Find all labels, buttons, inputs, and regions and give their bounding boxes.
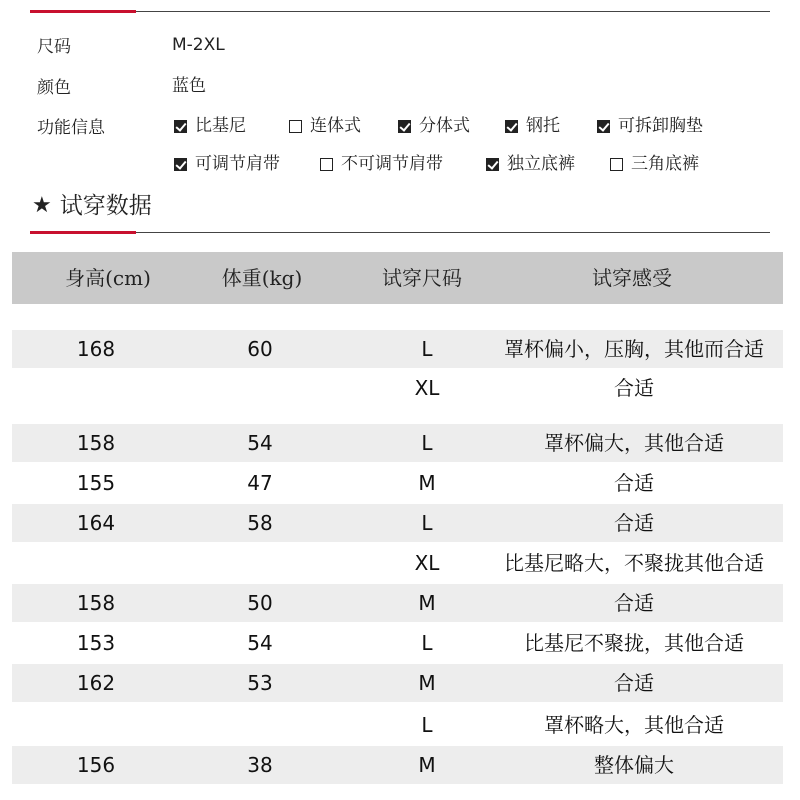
cell-size: L: [421, 631, 433, 655]
feature-label: 钢托: [526, 116, 560, 136]
cell-feeling: 整体偏大: [594, 753, 674, 777]
cell-height: 158: [76, 431, 116, 455]
feature-label: 可拆卸胸垫: [618, 116, 703, 136]
cell-weight: 38: [247, 753, 273, 777]
feature-label: 连体式: [310, 116, 361, 136]
table-row: [12, 504, 783, 542]
cell-size: L: [421, 713, 433, 737]
cell-height: 155: [76, 471, 116, 495]
cell-weight: 54: [247, 631, 273, 655]
checkbox-icon[interactable]: [597, 120, 610, 133]
cell-feeling: 合适: [614, 671, 654, 695]
size-label: 尺码: [37, 37, 71, 57]
cell-weight: 53: [247, 671, 273, 695]
color-value: 蓝色: [172, 76, 206, 96]
top-divider: [30, 11, 770, 12]
cell-weight: 54: [247, 431, 273, 455]
feature-one-piece[interactable]: [289, 116, 361, 136]
cell-weight: [200, 369, 320, 407]
feature-brief-bottom[interactable]: [610, 154, 699, 174]
checkbox-icon[interactable]: [486, 158, 499, 171]
cell-feeling: 合适: [614, 376, 654, 400]
feature-label: 不可调节肩带: [341, 154, 443, 174]
cell-feeling: 罩杯略大，其他合适: [544, 713, 724, 737]
cell-weight: [200, 544, 320, 582]
feature-label: 独立底裤: [507, 154, 575, 174]
cell-feeling: 合适: [614, 591, 654, 615]
checkbox-icon[interactable]: [174, 158, 187, 171]
cell-height: [36, 706, 156, 744]
feature-label: 三角底裤: [631, 154, 699, 174]
cell-height: 156: [76, 753, 116, 777]
size-value: M-2XL: [172, 35, 225, 55]
checkbox-icon[interactable]: [610, 158, 623, 171]
color-label: 颜色: [37, 78, 71, 98]
star-icon: ★: [32, 193, 52, 218]
header-size: 试穿尺码: [382, 266, 462, 290]
table-row: [12, 624, 783, 662]
cell-feeling: 罩杯偏小，压胸，其他而合适: [504, 337, 764, 361]
cell-height: [36, 369, 156, 407]
cell-size: M: [418, 753, 436, 777]
cell-size: L: [421, 511, 433, 535]
cell-size: M: [418, 471, 436, 495]
section-title: [32, 191, 152, 221]
cell-size: M: [418, 591, 436, 615]
table-row: [12, 584, 783, 622]
checkbox-icon[interactable]: [505, 120, 518, 133]
feature-fixed-straps[interactable]: [320, 154, 443, 174]
table-row: [12, 544, 783, 582]
checkbox-icon[interactable]: [174, 120, 187, 133]
cell-weight: [200, 706, 320, 744]
header-weight: 体重(kg): [221, 266, 303, 290]
checkbox-icon[interactable]: [320, 158, 333, 171]
feature-separate-bottom[interactable]: [486, 154, 575, 174]
section-divider: [30, 232, 770, 233]
cell-size: L: [421, 431, 433, 455]
table-row: [12, 464, 783, 502]
cell-feeling: 合适: [614, 511, 654, 535]
cell-size: L: [421, 337, 433, 361]
feature-underwire[interactable]: [505, 116, 560, 136]
cell-weight: 60: [247, 337, 273, 361]
header-feeling: 试穿感受: [592, 266, 672, 290]
cell-height: 158: [76, 591, 116, 615]
cell-height: 168: [76, 337, 116, 361]
cell-feeling: 比基尼略大，不聚拢其他合适: [504, 551, 764, 575]
cell-height: 164: [76, 511, 116, 535]
cell-weight: 50: [247, 591, 273, 615]
header-height: 身高(cm): [65, 266, 151, 290]
table-row: [12, 369, 783, 407]
table-row: [12, 706, 783, 744]
cell-height: 162: [76, 671, 116, 695]
cell-feeling: 合适: [614, 471, 654, 495]
cell-feeling: 罩杯偏大，其他合适: [544, 431, 724, 455]
section-divider-accent: [30, 231, 136, 234]
table-row: [12, 664, 783, 702]
table-row: [12, 424, 783, 462]
feature-two-piece[interactable]: [398, 116, 470, 136]
table-row: [12, 330, 783, 368]
cell-size: M: [418, 671, 436, 695]
cell-size: XL: [414, 551, 440, 575]
feature-adjustable-straps[interactable]: [174, 154, 280, 174]
function-info-label: 功能信息: [37, 118, 105, 138]
section-title-text: 试穿数据: [59, 193, 152, 219]
cell-height: [36, 544, 156, 582]
cell-size: XL: [414, 376, 440, 400]
table-row: [12, 746, 783, 784]
cell-height: 153: [76, 631, 116, 655]
feature-removable-pads[interactable]: [597, 116, 703, 136]
top-divider-accent: [30, 10, 136, 13]
checkbox-icon[interactable]: [289, 120, 302, 133]
feature-bikini[interactable]: [174, 116, 246, 136]
feature-label: 可调节肩带: [195, 154, 280, 174]
checkbox-icon[interactable]: [398, 120, 411, 133]
feature-label: 比基尼: [195, 116, 246, 136]
cell-weight: 47: [247, 471, 273, 495]
cell-feeling: 比基尼不聚拢，其他合适: [524, 631, 744, 655]
table-header: [12, 252, 783, 304]
cell-weight: 58: [247, 511, 273, 535]
feature-label: 分体式: [419, 116, 470, 136]
